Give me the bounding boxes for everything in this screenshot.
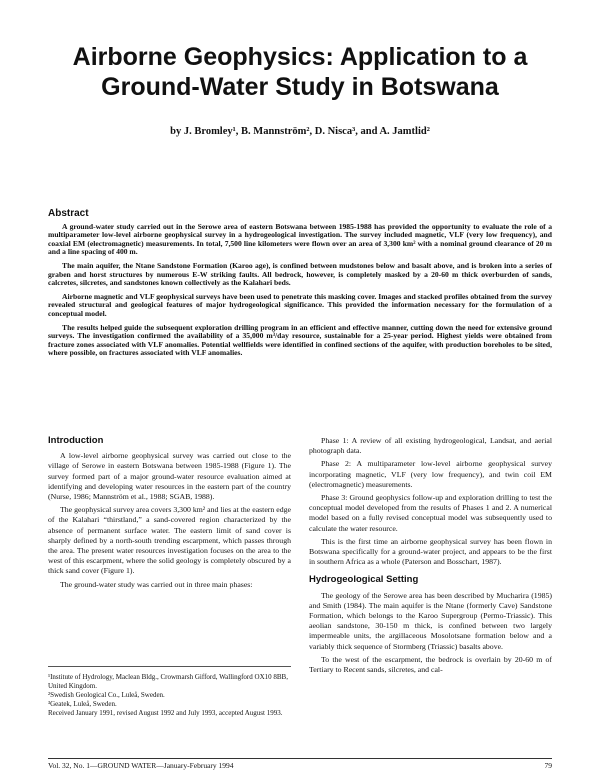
page-number: 79: [544, 761, 552, 770]
footnote: ²Swedish Geological Co., Luleå, Sweden.: [48, 691, 165, 699]
abstract-section: [48, 210, 552, 363]
hydrogeological-setting-heading: Hydrogeological Setting: [309, 574, 419, 586]
title-line-1: Airborne Geophysics: Application to a: [72, 43, 528, 71]
phase-paragraph: Phase 1: A review of all existing hydrogeological, Landsat, and aerial photograph data.: [309, 436, 552, 456]
abstract-paragraph: A ground-water study carried out in the Serowe area of eastern Botswana between 1985-1988 has provided the opportunity to evaluate the role of a multiparameter low-level airborne geophysical survey in a hydrogeological investigation. The survey included magnetic, VLF (very low frequency), and coaxial EM (electromagnetic) measurements. In total, 7,500 line kilometers were flown over an area of 3,300 km² with a nominal ground clearance of 20 m and a line spacing of 400 m.: [48, 221, 552, 257]
left-column: [48, 436, 291, 593]
author-line: by J. Bromley¹, B. Mannström², D. Nisca³, and A. Jamtlid²: [170, 126, 430, 137]
body-paragraph: The ground-water study was carried out in three main phases:: [60, 579, 253, 589]
footnote: ³Geatek, Luleå, Sweden.: [48, 700, 117, 708]
body-paragraph: To the west of the escarpment, the bedrock is overlain by 20-60 m of Tertiary to Recent sands, silcretes, and cal-: [309, 654, 552, 675]
abstract-paragraph: Airborne magnetic and VLF geophysical surveys have been used to penetrate this masking cover. Images and stacked profiles obtained from the survey revealed structural and geological features of major hydrogeological significance. This provided the information necessary for the formulation of a conceptual model.: [48, 291, 552, 318]
body-paragraph: A low-level airborne geophysical survey was carried out close to the village of Serowe in eastern Botswana between 1985-1988 (Figure 1). The survey formed part of a major ground-water resource evaluation aimed at identifying and developing water resources in the eastern part of the country (Nurse, 1986; Mannström et al., 1988; SGAB, 1988).: [48, 451, 291, 502]
paper-title: [0, 42, 600, 102]
footnotes: [48, 666, 291, 718]
page-footer: [48, 758, 552, 770]
body-paragraph: This is the first time an airborne geophysical survey has been flown in Botswana specifically for a ground-water project, and appears to be the first in southern Africa as a whole (Paterson and Bosschart, 1987).: [309, 536, 552, 567]
abstract-paragraph: The results helped guide the subsequent exploration drilling program in an efficient and effective manner, cutting down the need for extensive ground surveys. The investigation confirmed the availability of a 35,000 m³/day resource, sustainable for a 25-year period. Highest yields were obtained from fracture zones associated with VLF anomalies. Potential wellfields were identified in confined sections of the aquifer, with production boreholes to be sited, where possible, on fractures associated with VLF anomalies.: [48, 322, 552, 358]
phase-paragraph: Phase 2: A multiparameter low-level airborne geophysical survey incorporating magnetic, VLF (very low frequency), and twin coil EM (electromagnetic) measurements.: [309, 459, 552, 489]
title-line-2: Ground-Water Study in Botswana: [101, 73, 499, 101]
right-column: [309, 436, 552, 678]
abstract-paragraph: The main aquifer, the Ntane Sandstone Formation (Karoo age), is confined between mudstones below and basalt above, and is broken into a series of graben and horst structures by numerous E-W striking faults. All bedrock, however, is completely masked by a 20-60 m thick overburden of sands, calcretes, silcretes, and sandstones known collectively as the Kalahari beds.: [48, 260, 552, 288]
body-paragraph: The geophysical survey area covers 3,300 km² and lies at the eastern edge of the Kalahari “thirstland,” a sand-covered region characterized by the absence of permanent surface water. The eastern limit of sand cover is sharply defined by a north-south trending escarpment, which passes through the area. The present water resources investigation focuses on the area to the west of this escarpment, where the solid geology is completely obscured by a thick sand cover (Figure 1).: [48, 505, 291, 576]
introduction-heading: Introduction: [48, 435, 104, 446]
journal-citation: Vol. 32, No. 1—GROUND WATER—January-February 1994: [48, 761, 234, 770]
body-paragraph: The geology of the Serowe area has been described by Mucharira (1985) and Smith (1984). The main aquifer is the Ntane (formerly Cave) Sandstone Formation, which belongs to the Karoo Supergroup (Permo-Triassic). This aeolian sandstone, 30-150 m thick, is confined between two largely impermeable units, the argillaceous Mosolotsane formation below and a variably thick sequence of Stormberg (Triassic) basalts above.: [309, 590, 552, 651]
received-note: Received January 1991, revised August 1992 and July 1993, accepted August 1993.: [48, 709, 283, 717]
footnote: ¹Institute of Hydrology, Maclean Bldg., Crowmarsh Gifford, Wallingford OX10 8BB, United Kingdom.: [48, 673, 288, 690]
phase-paragraph: Phase 3: Ground geophysics follow-up and exploration drilling to test the conceptual model developed from the results of Phases 1 and 2. A numerical model based on a fully revised conceptual model was subsequently used to calculate the water resource.: [309, 493, 552, 533]
abstract-heading: Abstract: [48, 208, 89, 219]
